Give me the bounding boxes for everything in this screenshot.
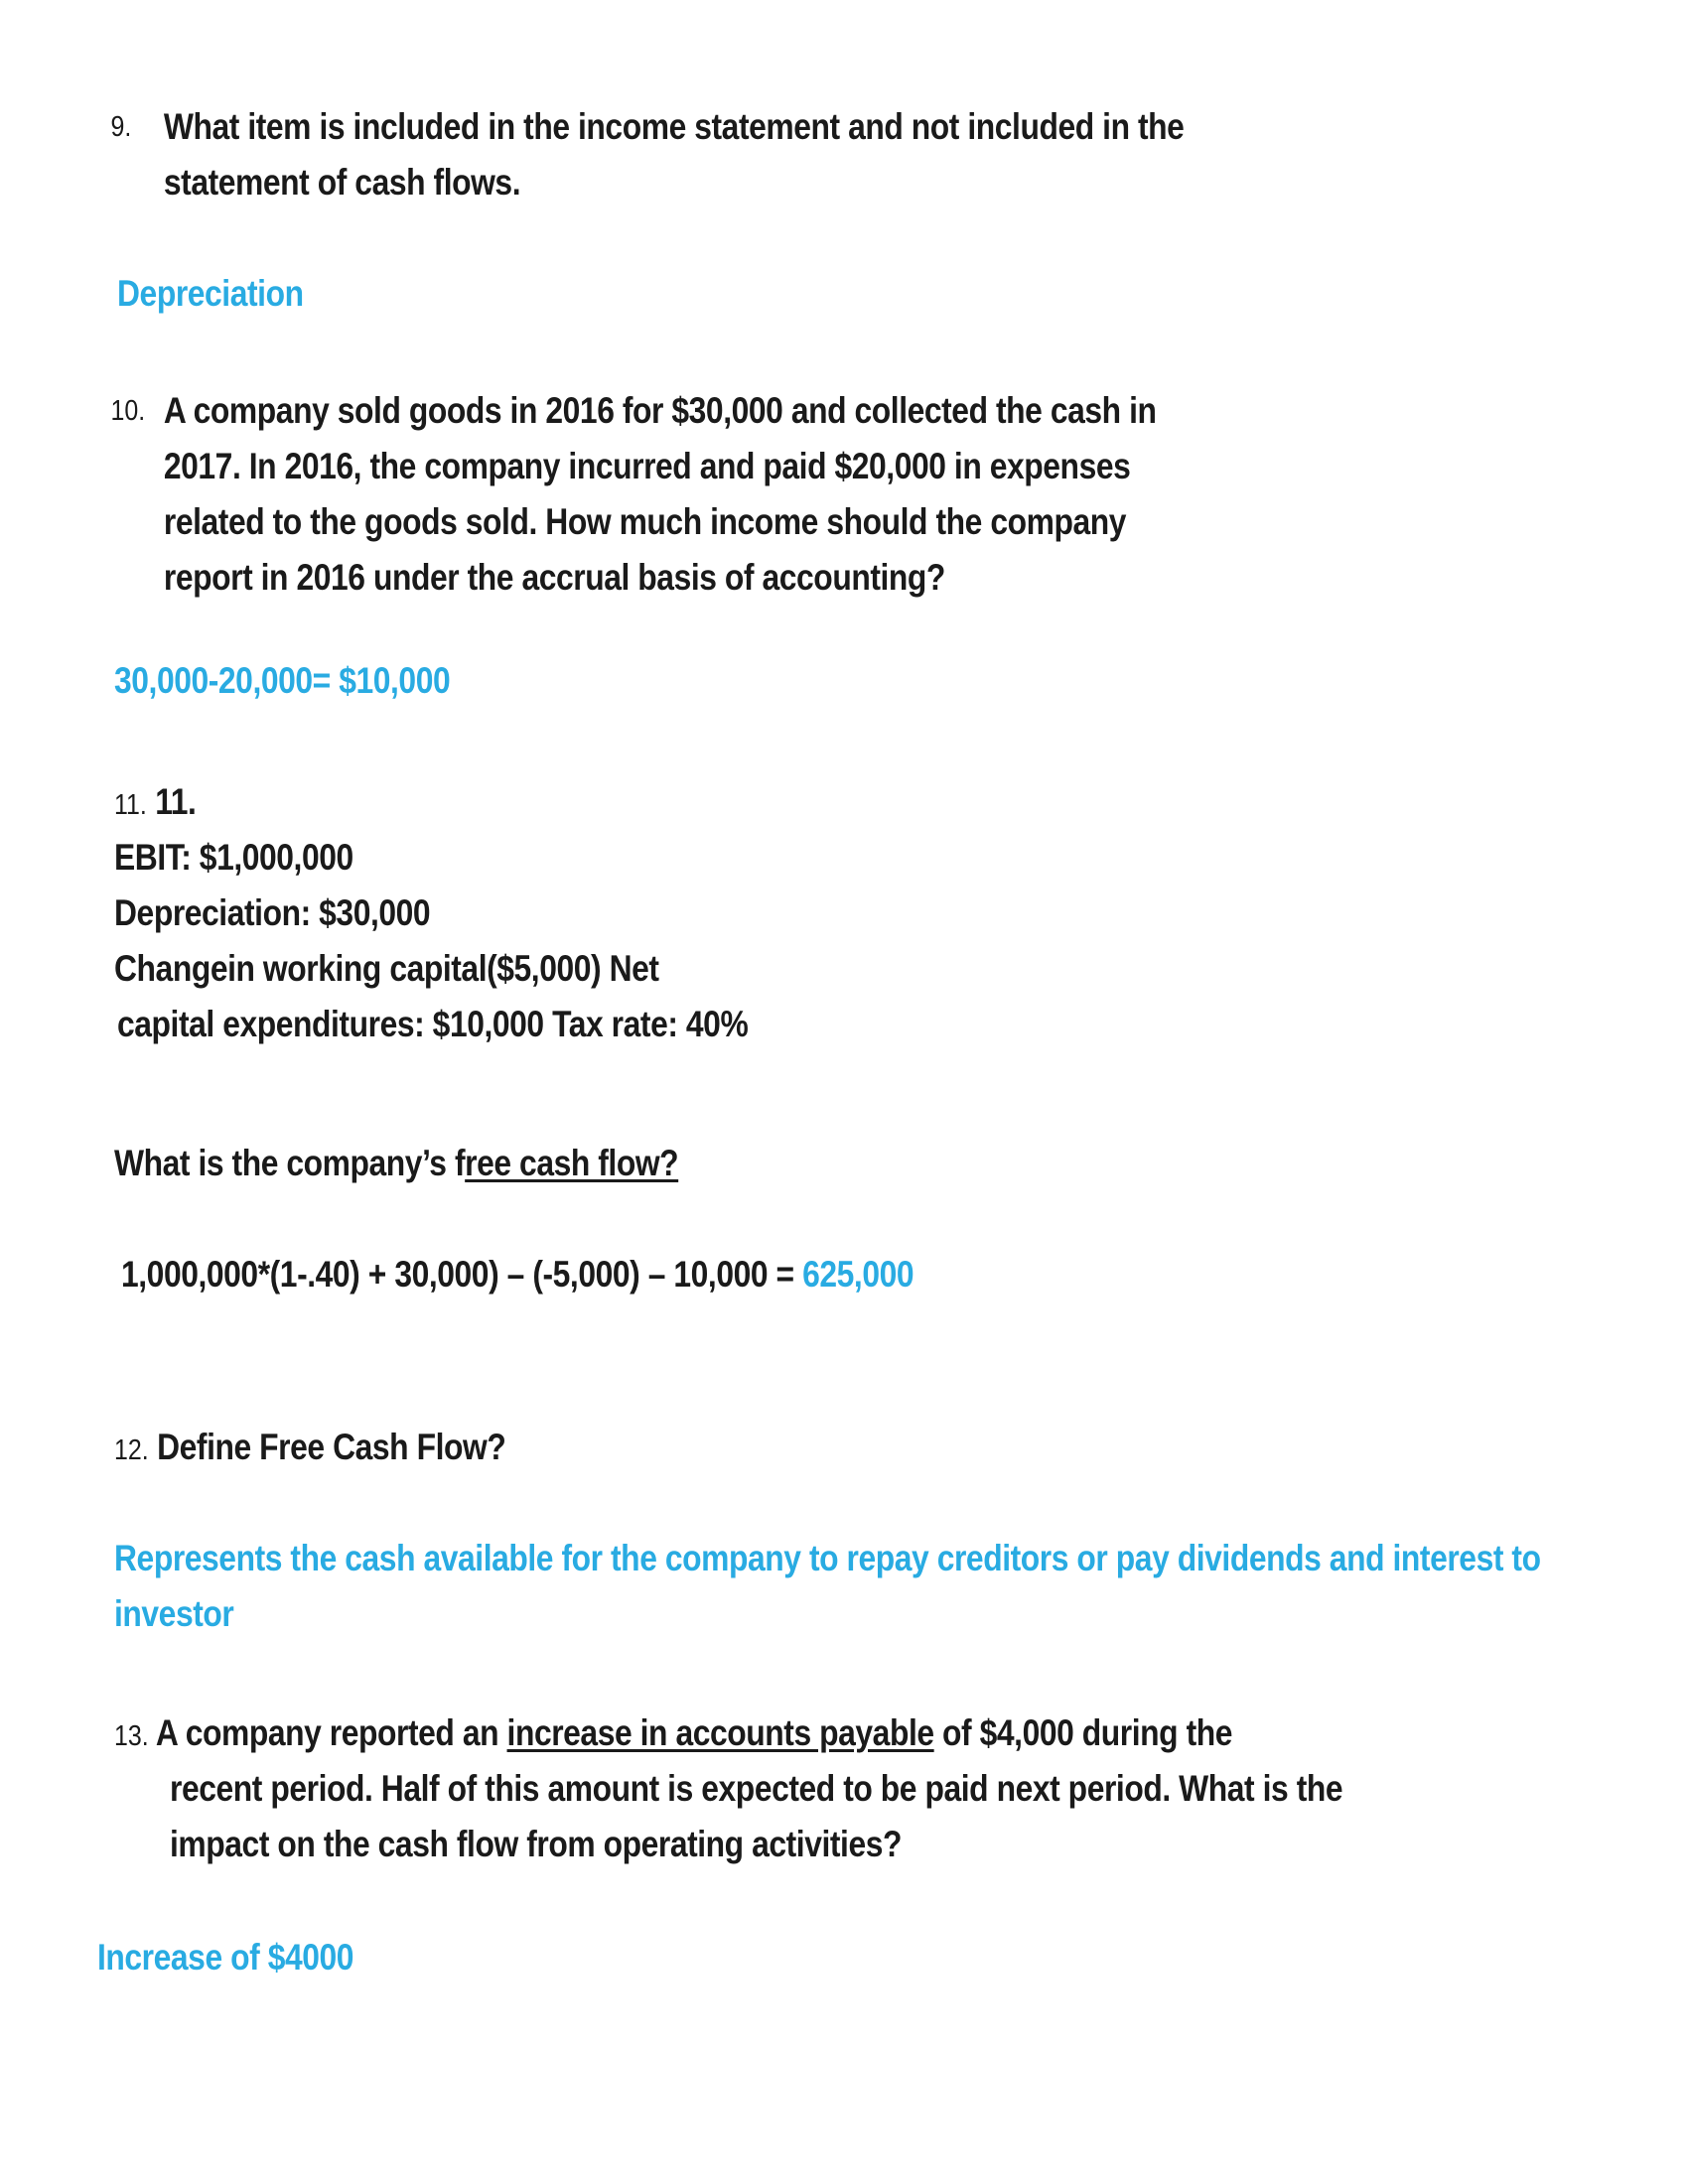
answer-13: Increase of $4000: [97, 1937, 354, 1978]
question-11-heading: 11.: [155, 781, 197, 822]
working-capital-line: Changein working capital($5,000) Net: [114, 948, 659, 989]
question-12: [114, 1420, 505, 1478]
question-12-number: 12.: [114, 1434, 149, 1466]
answer-12-line-1: Represents the cash available for the company to repay creditors or pay dividends and interest to: [114, 1538, 1541, 1578]
capex-tax-line: capital expenditures: $10,000 Tax rate: 40%: [117, 1004, 749, 1044]
question-10-number: 10.: [110, 395, 146, 427]
answer-9: Depreciation: [117, 273, 304, 314]
free-cash-flow-question-underlined: ree cash flow?: [465, 1143, 679, 1183]
answer-10: 30,000-20,000= $10,000: [114, 660, 451, 701]
free-cash-flow-calculation: [121, 1247, 914, 1302]
question-9-number: 9.: [110, 111, 132, 143]
question-13-line-1: [114, 1706, 1232, 1764]
ebit-line: EBIT: $1,000,000: [114, 837, 353, 878]
depreciation-line: Depreciation: $30,000: [114, 892, 431, 933]
question-13-line-2: recent period. Half of this amount is expected to be paid next period. What is the: [170, 1768, 1343, 1809]
free-cash-flow-question: [114, 1136, 678, 1191]
question-13-prefix: A company reported an: [155, 1712, 507, 1753]
question-9: [110, 99, 1215, 210]
question-10-text: A company sold goods in 2016 for $30,000 and collected the cash in 2017. In 2016, the company incurred and paid $20,000 in expenses related to the goods sold. How much income should the company report in 2016 under the accrual basis of accounting?: [163, 390, 1157, 598]
question-13-line-3: impact on the cash flow from operating activities?: [170, 1824, 903, 1864]
question-13-line-1-suffix: of $4,000 during the: [933, 1712, 1233, 1753]
question-13-number: 13.: [114, 1720, 149, 1752]
answer-12-line-2: investor: [114, 1593, 234, 1634]
question-12-text: Define Free Cash Flow?: [157, 1427, 506, 1467]
question-11-header: [114, 774, 196, 833]
free-cash-flow-question-prefix: What is the company’s f: [114, 1143, 466, 1183]
question-11-number: 11.: [114, 789, 147, 821]
question-10: [110, 383, 1182, 606]
question-9-text: What item is included in the income statement and not included in the statement of cash flows.: [163, 106, 1185, 203]
question-13-underlined: increase in accounts payable: [506, 1712, 934, 1753]
calculation-result: 625,000: [802, 1254, 914, 1295]
calculation-text: 1,000,000*(1-.40) + 30,000) – (-5,000) – 10,000 =: [121, 1254, 803, 1295]
